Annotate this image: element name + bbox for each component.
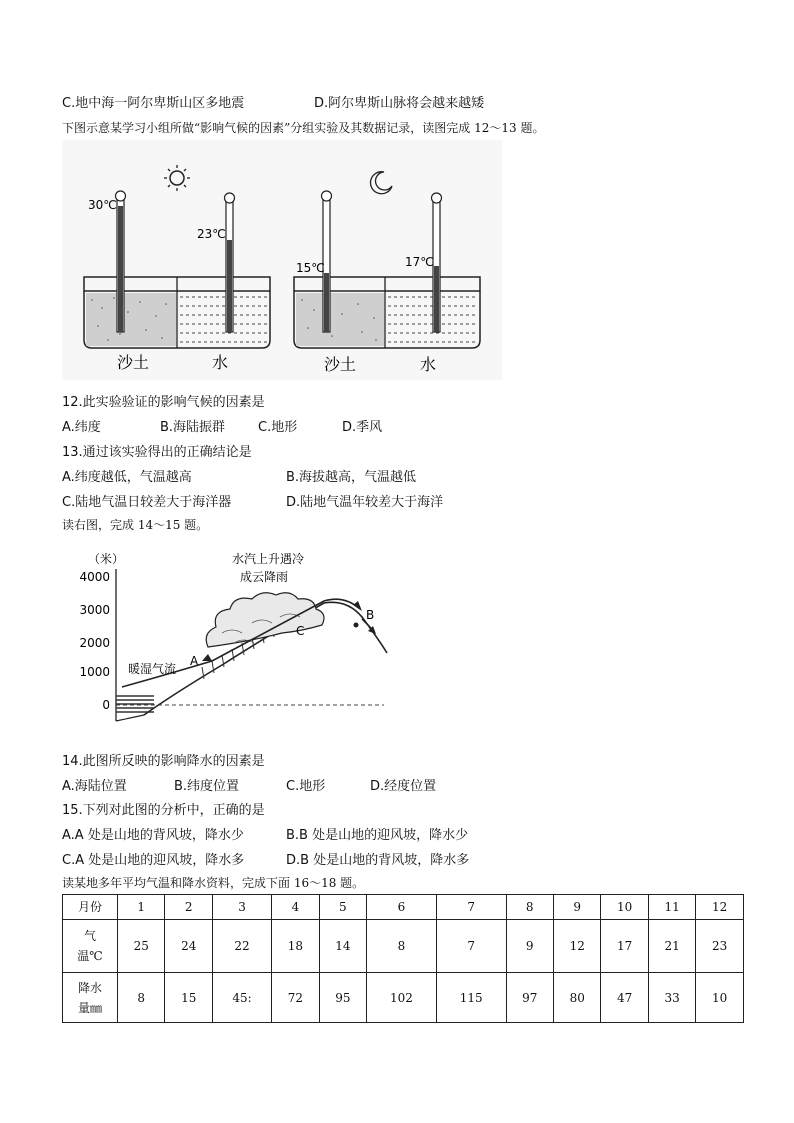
mountain-figure (62, 545, 392, 729)
q13-options-ab (62, 466, 416, 485)
temperature-cell: 24 (165, 920, 212, 973)
precipitation-cell: 95 (319, 973, 366, 1023)
temperature-cell: 17 (601, 920, 648, 973)
q11-option-c: C.地中海一阿尔卑斯山区多地震 (62, 96, 245, 111)
temperature-cell: 7 (436, 920, 506, 973)
point-b: B (366, 608, 375, 622)
month-cell: 10 (601, 895, 648, 920)
temperature-cell: 18 (272, 920, 319, 973)
month-cell: 7 (436, 895, 506, 920)
month-cell: 3 (212, 895, 271, 920)
caption-vapor-cools: 水汽上升遇冷 (232, 552, 305, 566)
night-water-label: 水 (420, 355, 437, 374)
temperature-cell: 9 (506, 920, 553, 973)
q15-stem: 15.下列对此图的分析中，正确的是 (62, 803, 265, 818)
temperature-cell: 14 (319, 920, 366, 973)
month-cell: 12 (696, 895, 744, 920)
q12-stem: 12.此实验验证的影响气候的因素是 (62, 395, 265, 410)
month-cell: 5 (319, 895, 366, 920)
q12-options (62, 416, 382, 435)
point-a: A (190, 654, 199, 668)
q14-stem: 14.此图所反映的影响降水的因素是 (62, 754, 265, 769)
temperature-cell: 22 (212, 920, 271, 973)
temperature-header (63, 920, 118, 973)
q14-option-c: C.地形 (286, 779, 326, 794)
q15-option-c: C.A 处是山地的迎风坡，降水多 (62, 853, 245, 868)
temperature-row (63, 920, 744, 973)
experiment-figure (62, 140, 502, 384)
y-tick-0: 0 (102, 698, 110, 712)
precipitation-header-line2: 量㎜ (77, 1000, 102, 1015)
experiment-svg (62, 140, 502, 380)
precipitation-cell: 8 (118, 973, 165, 1023)
month-cell: 8 (506, 895, 553, 920)
mountain-svg (62, 545, 392, 725)
month-cell: 1 (118, 895, 165, 920)
precipitation-cell: 102 (367, 973, 437, 1023)
intro-12-13: 下图示意某学习小组所做“影响气候的因素”分组实验及其数据记录，读图完成 12～13 题。 (62, 121, 545, 135)
q12-option-a: A.纬度 (62, 420, 101, 435)
precipitation-cell: 97 (506, 973, 553, 1023)
y-tick-1000: 1000 (79, 665, 110, 679)
q13-options-cd (62, 491, 443, 510)
q13-option-c: C.陆地气温日较差大于海洋器 (62, 495, 232, 510)
temperature-cell: 25 (118, 920, 165, 973)
day-water-label: 水 (212, 353, 229, 372)
q14-option-b: B.纬度位置 (174, 779, 240, 794)
precipitation-cell: 47 (601, 973, 648, 1023)
q12-option-c: C.地形 (258, 420, 298, 435)
q15-option-a: A.A 处是山地的背风坡，降水少 (62, 828, 244, 843)
caption-cloud-rain: 成云降雨 (240, 570, 289, 584)
precipitation-cell: 80 (553, 973, 600, 1023)
q13-option-a: A.纬度越低，气温越高 (62, 470, 192, 485)
q13-option-b: B.海拔越高，气温越低 (286, 470, 417, 485)
month-header: 月份 (63, 895, 118, 920)
temperature-header-line1: 气 (83, 929, 96, 943)
q13-stem: 13.通过该实验得出的正确结论是 (62, 445, 252, 460)
q15-option-b: B.B 处是山地的迎风坡，降水少 (286, 828, 469, 843)
q11-options (62, 92, 484, 111)
q15-options-cd (62, 849, 469, 868)
month-cell: 11 (648, 895, 695, 920)
q14-option-a: A.海陆位置 (62, 779, 127, 794)
night-sand-label: 沙土 (324, 355, 357, 374)
point-c: C (296, 624, 305, 638)
y-tick-4000: 4000 (79, 570, 110, 584)
precipitation-cell: 115 (436, 973, 506, 1023)
month-cell: 6 (367, 895, 437, 920)
y-tick-2000: 2000 (79, 636, 110, 650)
precipitation-row (63, 973, 744, 1023)
climate-table (62, 894, 744, 1023)
q15-options-ab (62, 824, 468, 843)
precipitation-cell: 10 (696, 973, 744, 1023)
precipitation-cell: 15 (165, 973, 212, 1023)
q11-option-d: D.阿尔卑斯山脉将会越来越矮 (314, 96, 485, 111)
temperature-header-line2: 温℃ (77, 949, 103, 963)
altitude-unit: （米） (88, 552, 125, 566)
temperature-cell: 21 (648, 920, 695, 973)
intro-16-18: 读某地多年平均气温和降水资料，完成下面 16～18 题。 (62, 876, 365, 890)
month-cell: 2 (165, 895, 212, 920)
precipitation-header (63, 973, 118, 1023)
q12-option-b: B.海陆振群 (160, 420, 226, 435)
day-right-temp: 23℃ (197, 227, 226, 241)
q14-option-d: D.经度位置 (370, 779, 437, 794)
q14-options (62, 775, 436, 794)
day-left-temp: 30℃ (88, 198, 117, 212)
q13-option-d: D.陆地气温年较差大于海洋 (286, 495, 444, 510)
month-row (63, 895, 744, 920)
night-right-temp: 17℃ (405, 255, 434, 269)
q12-option-d: D.季风 (342, 420, 383, 435)
y-tick-3000: 3000 (79, 603, 110, 617)
night-left-temp: 15℃ (296, 261, 325, 275)
intro-14-15: 读右图，完成 14～15 题。 (62, 518, 209, 532)
temperature-cell: 23 (696, 920, 744, 973)
day-sand-label: 沙土 (117, 353, 150, 372)
temperature-cell: 12 (553, 920, 600, 973)
month-cell: 9 (553, 895, 600, 920)
precipitation-header-line1: 降水 (77, 980, 102, 995)
precipitation-cell: 33 (648, 973, 695, 1023)
month-cell: 4 (272, 895, 319, 920)
q15-option-d: D.B 处是山地的背风坡，降水多 (286, 853, 470, 868)
precipitation-cell: 72 (272, 973, 319, 1023)
airflow-label: 暖湿气流 (128, 662, 177, 676)
precipitation-cell: 45: (212, 973, 271, 1023)
temperature-cell: 8 (367, 920, 437, 973)
